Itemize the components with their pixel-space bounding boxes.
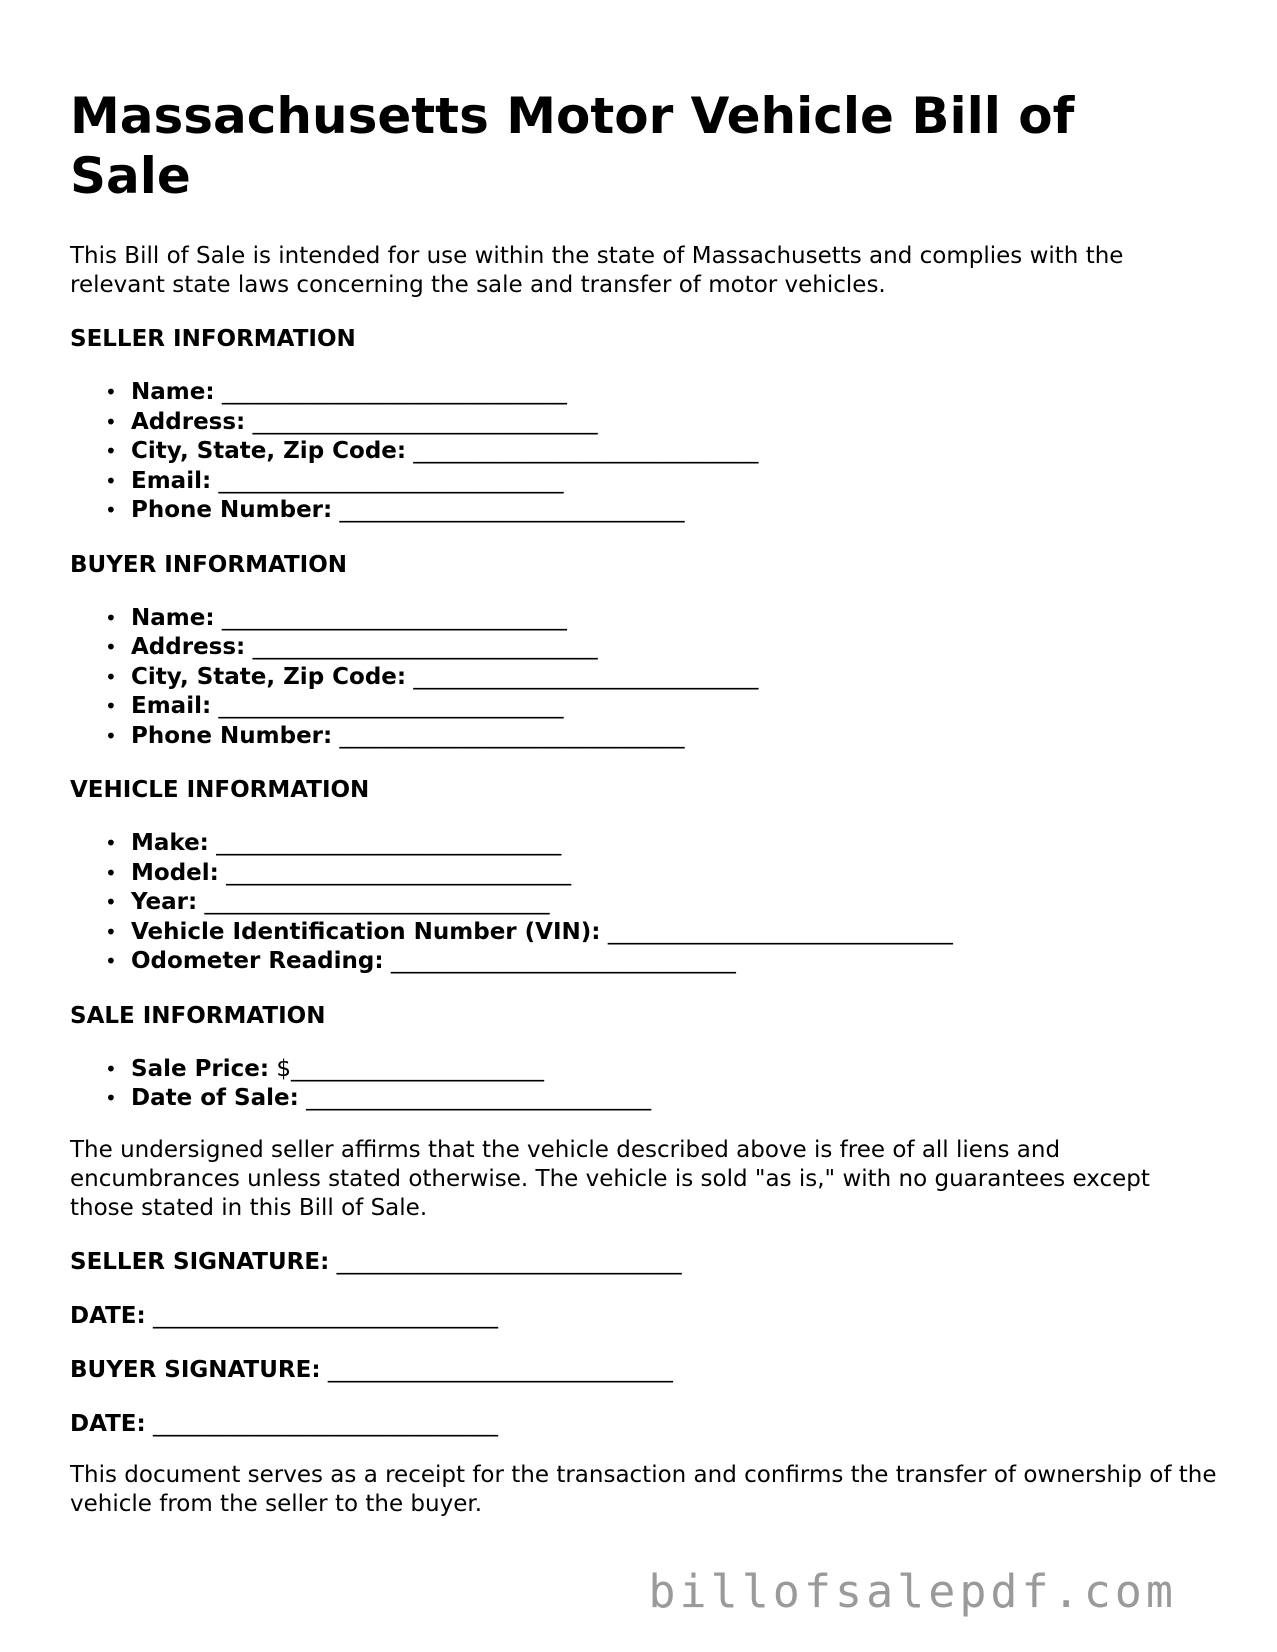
field-label: DATE: <box>70 1302 146 1329</box>
list-item <box>131 496 1220 526</box>
field-label: Year: <box>131 889 198 915</box>
field-label: SELLER SIGNATURE: <box>70 1248 330 1275</box>
field-label: Vehicle Identification Number (VIN): <box>131 918 601 945</box>
intro-paragraph: This Bill of Sale is intended for use within the state of Massachusetts and complies with the relevant state laws concerning the sale and transfer of motor vehicles. <box>70 243 1124 298</box>
page-title: Massachusetts Motor Vehicle Bill of Sale <box>70 87 1075 205</box>
blank-line[interactable]: ______________________________ <box>218 467 564 494</box>
seller-fields <box>70 378 1220 526</box>
buyer-signature-line <box>70 1356 1220 1385</box>
sale-fields <box>70 1055 1220 1114</box>
field-label: Phone Number: <box>131 497 333 523</box>
list-item <box>131 888 1220 918</box>
blank-line[interactable]: ______________________________ <box>218 693 564 719</box>
field-label: BUYER SIGNATURE: <box>70 1356 321 1383</box>
field-label: Odometer Reading: <box>131 948 384 974</box>
field-label: Model: <box>131 859 219 886</box>
blank-line[interactable]: ______________________________ <box>252 408 598 435</box>
list-item <box>131 467 1220 497</box>
field-label: Phone Number: <box>131 722 333 749</box>
blank-line[interactable]: ______________________________ <box>221 379 567 405</box>
price-blank[interactable]: $______________________ <box>276 1055 545 1082</box>
list-item <box>131 918 1220 948</box>
list-item <box>131 1084 1220 1114</box>
list-item <box>131 722 1220 752</box>
seller-signature-line <box>70 1248 1220 1277</box>
affirmation-paragraph: The undersigned seller affirms that the vehicle described above is free of all liens and encumbrances unless stated otherwise. The vehicle is sold "as is," with no guarantees except those stated in this Bill of Sale. <box>70 1136 1150 1221</box>
list-item <box>131 663 1220 693</box>
sale-heading: SALE INFORMATION <box>70 1002 326 1029</box>
field-label: Address: <box>131 634 246 660</box>
list-item <box>131 829 1220 859</box>
blank-line[interactable]: ______________________________ <box>306 1085 652 1111</box>
buyer-fields <box>70 604 1220 752</box>
list-item <box>131 692 1220 722</box>
blank-line[interactable]: ______________________________ <box>153 1410 499 1437</box>
field-label: Email: <box>131 467 212 494</box>
list-item <box>131 408 1220 438</box>
blank-line[interactable]: ______________________________ <box>413 438 759 464</box>
blank-line[interactable]: ______________________________ <box>221 604 567 631</box>
field-label: Address: <box>131 408 246 435</box>
blank-line[interactable]: ______________________________ <box>327 1356 673 1383</box>
blank-line[interactable]: ______________________________ <box>336 1248 682 1275</box>
buyer-heading: BUYER INFORMATION <box>70 551 348 578</box>
blank-line[interactable]: ______________________________ <box>226 859 572 886</box>
blank-line[interactable]: ______________________________ <box>204 889 550 915</box>
list-item <box>131 604 1220 634</box>
seller-heading: SELLER INFORMATION <box>70 326 356 352</box>
blank-line[interactable]: ______________________________ <box>252 634 598 660</box>
field-label: Date of Sale: <box>131 1085 299 1111</box>
list-item <box>131 1055 1220 1085</box>
document <box>70 86 1220 1519</box>
vehicle-fields <box>70 829 1220 977</box>
field-label: Name: <box>131 379 215 405</box>
field-label: Email: <box>131 693 212 719</box>
list-item <box>131 947 1220 977</box>
blank-line[interactable]: ______________________________ <box>339 497 685 523</box>
list-item <box>131 378 1220 408</box>
field-label: Name: <box>131 604 215 631</box>
blank-line[interactable]: ______________________________ <box>339 722 685 749</box>
blank-line[interactable]: ______________________________ <box>216 830 562 856</box>
blank-line[interactable]: ______________________________ <box>153 1302 499 1329</box>
watermark: billofsalepdf.com <box>648 1565 1177 1618</box>
blank-line[interactable]: ______________________________ <box>390 948 736 974</box>
list-item <box>131 633 1220 663</box>
list-item <box>131 859 1220 889</box>
vehicle-heading: VEHICLE INFORMATION <box>70 777 370 803</box>
field-label: City, State, Zip Code: <box>131 663 407 690</box>
blank-line[interactable]: ______________________________ <box>413 663 759 690</box>
list-item <box>131 437 1220 467</box>
buyer-date-line <box>70 1410 1220 1439</box>
blank-line[interactable]: ______________________________ <box>607 918 953 945</box>
field-label: Sale Price: <box>131 1055 270 1082</box>
field-label: Make: <box>131 830 209 856</box>
closing-paragraph: This document serves as a receipt for the transaction and confirms the transfer of ownership of the vehicle from the seller to the buyer. <box>70 1461 1217 1517</box>
seller-date-line <box>70 1302 1220 1331</box>
field-label: DATE: <box>70 1410 146 1437</box>
field-label: City, State, Zip Code: <box>131 438 407 464</box>
